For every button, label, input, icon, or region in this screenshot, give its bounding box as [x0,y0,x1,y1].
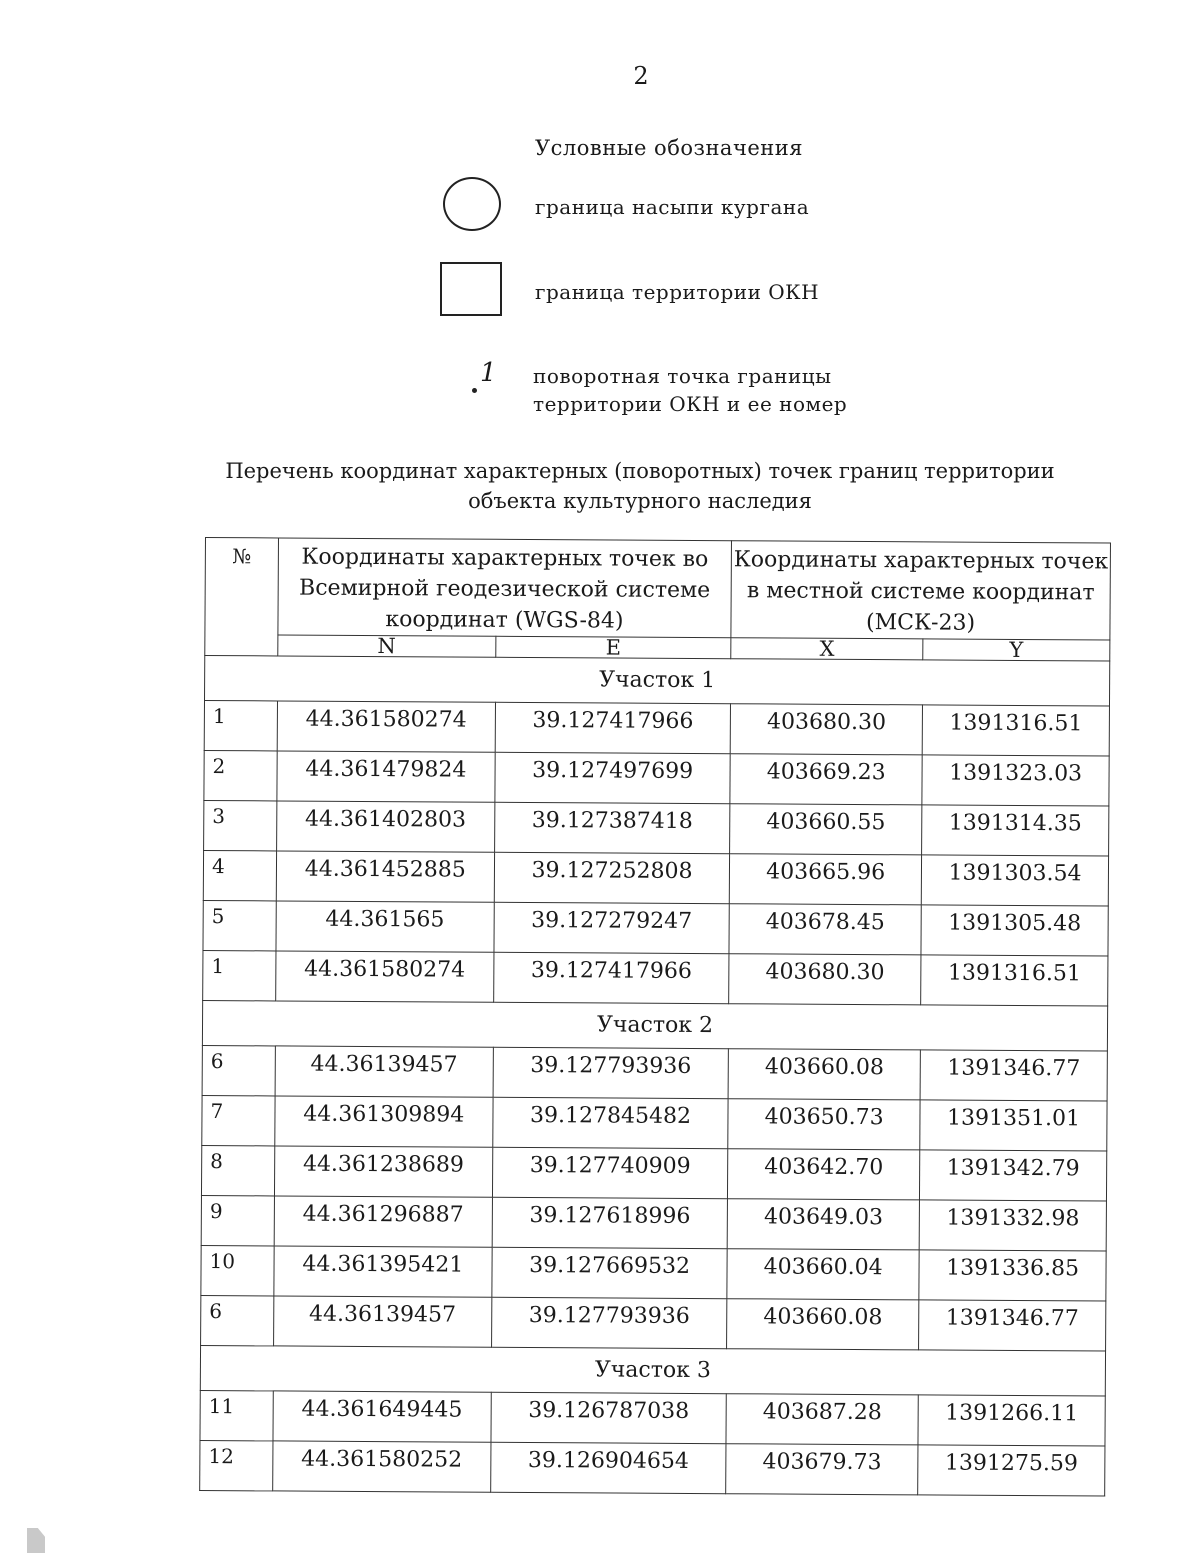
section-title: Участок 3 [200,1345,1105,1396]
cell-x: 403669.23 [730,754,922,805]
row-number: 7 [202,1095,275,1145]
coordinates-table-wrapper [199,537,1111,1497]
cell-n: 44.361649445 [273,1391,491,1442]
table-title-line1: Перечень координат характерных (поворотных) точек границ территории [225,459,1055,483]
cell-x: 403687.28 [726,1394,918,1445]
row-number: 3 [204,800,277,850]
cell-e: 39.127497699 [495,752,731,803]
cell-e: 39.127845482 [493,1097,729,1148]
cell-e: 39.127252808 [494,852,730,903]
cell-n: 44.361395421 [274,1246,492,1297]
cell-n: 44.361565 [276,901,494,952]
header-x: X [731,638,923,660]
row-number: 1 [203,950,276,1000]
cell-n: 44.361479824 [277,751,495,802]
row-number: 6 [202,1045,275,1095]
cell-y: 1391346.77 [920,1050,1107,1101]
cell-y: 1391275.59 [918,1445,1105,1496]
table-row [204,701,1109,757]
table-row [200,1390,1105,1446]
row-number: 11 [200,1390,273,1440]
header-number: № [205,538,278,656]
cell-x: 403660.55 [730,804,922,855]
cell-e: 39.126904654 [491,1442,727,1493]
table-row [204,750,1109,806]
cell-x: 403679.73 [726,1444,918,1495]
cell-x: 403660.04 [727,1249,919,1300]
row-number: 6 [201,1295,274,1345]
table-row [201,1245,1106,1301]
row-number: 4 [203,850,276,900]
cell-n: 44.36139457 [275,1046,493,1097]
page-corner-mark [27,1528,45,1553]
row-number: 12 [200,1440,273,1490]
cell-e: 39.127279247 [494,902,730,953]
section-title: Участок 1 [205,656,1110,707]
legend-label-line2: территории ОКН и ее номер [533,392,848,416]
cell-x: 403660.08 [727,1299,919,1350]
table-row [201,1195,1106,1251]
legend-label-line1: поворотная точка границы [533,364,832,388]
circle-icon [443,177,501,231]
cell-y: 1391336.85 [919,1250,1106,1301]
cell-y: 1391316.51 [921,955,1108,1006]
cell-x: 403642.70 [728,1149,920,1200]
cell-x: 403665.96 [729,854,921,905]
row-number: 1 [204,701,277,751]
cell-n: 44.361402803 [276,801,494,852]
header-wgs84: Координаты характерных точек во Всемирной геодезической системе координат (WGS-84) [278,538,732,638]
cell-x: 403649.03 [727,1199,919,1250]
cell-e: 39.127793936 [493,1047,729,1098]
cell-y: 1391351.01 [920,1100,1107,1151]
cell-n: 44.36139457 [273,1296,491,1347]
header-e: E [496,636,731,658]
row-number: 8 [201,1145,274,1195]
cell-y: 1391316.51 [922,705,1109,756]
cell-y: 1391342.79 [920,1150,1107,1201]
point-number: 1 [480,358,497,388]
cell-y: 1391332.98 [919,1200,1106,1251]
row-number: 10 [201,1245,274,1295]
cell-y: 1391346.77 [919,1300,1106,1351]
header-row [205,538,1111,641]
cell-y: 1391303.54 [921,855,1108,906]
section-row [202,1000,1107,1051]
legend-title: Условные обозначения [535,136,804,160]
table-title [190,456,1090,516]
cell-e: 39.127417966 [494,952,730,1003]
row-number: 9 [201,1195,274,1245]
table-row [200,1440,1105,1496]
cell-e: 39.127740909 [492,1147,728,1198]
cell-x: 403660.08 [728,1049,920,1100]
cell-y: 1391323.03 [922,755,1109,806]
turning-point-icon [466,358,496,400]
point-dot [472,388,477,393]
header-msk23: Координаты характерных точек в местной системе координат (МСК-23) [731,541,1110,640]
table-row [203,950,1108,1006]
cell-x: 403678.45 [729,904,921,955]
cell-e: 39.127793936 [491,1297,727,1348]
header-y: Y [923,639,1110,661]
table-row [204,800,1109,856]
cell-n: 44.361296887 [274,1196,492,1247]
cell-x: 403680.30 [730,704,922,755]
cell-y: 1391305.48 [921,905,1108,956]
table-title-line2: объекта культурного наследия [468,489,812,513]
cell-e: 39.126787038 [491,1392,727,1443]
cell-y: 1391314.35 [922,805,1109,856]
table-row [203,850,1108,906]
table-row [202,1045,1107,1101]
cell-n: 44.361580252 [272,1441,490,1492]
cell-n: 44.361238689 [274,1146,492,1197]
section-title: Участок 2 [202,1000,1107,1051]
table-row [202,1095,1107,1151]
table-row [201,1145,1106,1201]
square-icon [440,262,502,316]
row-number: 5 [203,900,276,950]
row-number: 2 [204,750,277,800]
coordinates-table [199,537,1111,1497]
cell-n: 44.361580274 [275,951,493,1002]
cell-x: 403680.30 [729,954,921,1005]
table-row [201,1295,1106,1351]
legend-label-mound-boundary: граница насыпи кургана [535,195,810,219]
section-row [200,1345,1105,1396]
cell-e: 39.127387418 [494,802,730,853]
legend-label-territory-boundary: граница территории ОКН [535,280,820,304]
cell-e: 39.127669532 [492,1247,728,1298]
table-row [203,900,1108,956]
cell-y: 1391266.11 [918,1395,1105,1446]
cell-x: 403650.73 [728,1099,920,1150]
cell-e: 39.127417966 [495,702,731,753]
cell-n: 44.361309894 [275,1096,493,1147]
header-n: N [277,635,495,657]
page-number: 2 [633,62,649,90]
legend-label-turning-point [533,362,953,418]
cell-e: 39.127618996 [492,1197,728,1248]
section-row [205,656,1110,707]
cell-n: 44.361452885 [276,851,494,902]
cell-n: 44.361580274 [277,701,495,752]
